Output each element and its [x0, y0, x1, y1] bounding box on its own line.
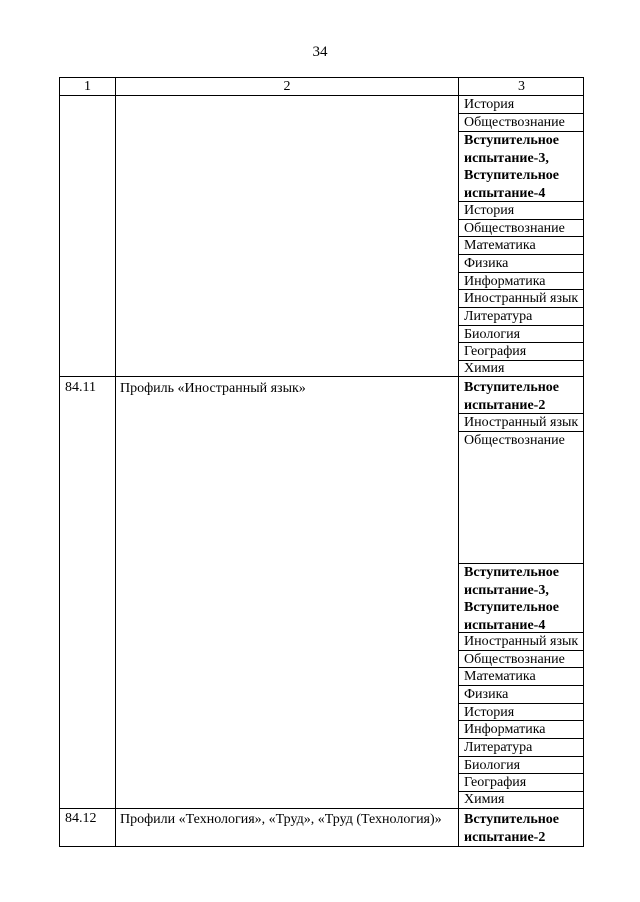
subject-item: История: [464, 705, 515, 720]
subject-item: География: [464, 775, 527, 790]
subject-group-heading: Вступительное испытание-3, Вступительное испытание-4: [464, 133, 560, 201]
subject-item: Иностранный язык: [464, 291, 579, 306]
subject-item: Физика: [464, 687, 509, 702]
row-description: Профиль «Иностранный язык»: [120, 381, 306, 396]
header-col-2: 2: [283, 79, 291, 94]
column-divider: [458, 78, 459, 846]
subject-item: Обществознание: [464, 221, 565, 236]
subject-item: Математика: [464, 238, 536, 253]
header-col-1: 1: [84, 79, 91, 94]
subject-item: Химия: [464, 361, 505, 376]
header-col-3: 3: [518, 79, 525, 94]
subject-group-heading: Вступительное испытание-2: [464, 812, 560, 845]
subject-item: География: [464, 344, 527, 359]
subject-item: Информатика: [464, 274, 546, 289]
subject-item: Иностранный язык: [464, 634, 579, 649]
subject-item: История: [464, 97, 515, 112]
row-description: Профили «Технология», «Труд», «Труд (Технология)»: [120, 812, 442, 827]
subject-item: Физика: [464, 256, 509, 271]
page-number: 34: [312, 44, 328, 60]
subject-item: Литература: [464, 740, 533, 755]
subject-item: Литература: [464, 309, 533, 324]
subject-group-heading: Вступительное испытание-2: [464, 380, 560, 413]
column-divider: [115, 78, 116, 846]
subject-item: История: [464, 203, 515, 218]
subject-item: Информатика: [464, 722, 546, 737]
subject-item: Математика: [464, 669, 536, 684]
subject-item: Биология: [464, 758, 521, 773]
subject-item: Иностранный язык: [464, 415, 579, 430]
subject-group-heading: Вступительное испытание-3, Вступительное испытание-4: [464, 565, 560, 633]
row-code: 84.12: [65, 811, 97, 826]
subject-item: Обществознание: [464, 433, 565, 448]
row-code: 84.11: [65, 380, 96, 395]
subject-item: Биология: [464, 327, 521, 342]
subject-item: Обществознание: [464, 652, 565, 667]
subject-item: Химия: [464, 792, 505, 807]
admissions-table: [59, 77, 584, 847]
subject-item: Обществознание: [464, 115, 565, 130]
